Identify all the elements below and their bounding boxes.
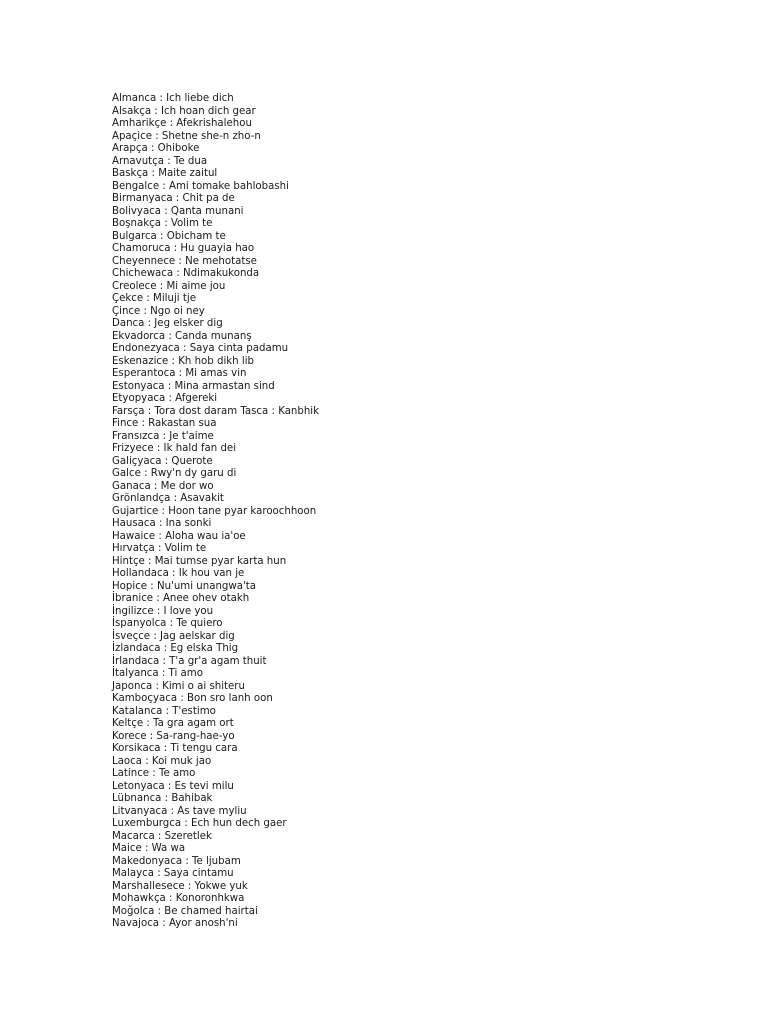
language-phrase-list <box>112 93 732 931</box>
phrase-line: Estonyaca : Mina armastan sind <box>112 380 275 392</box>
phrase-line: Creolece : Mi aime jou <box>112 280 226 292</box>
phrase-line: Birmanyaca : Chit pa de <box>112 193 235 204</box>
phrase-line: Bulgarca : Obicham te <box>112 230 226 242</box>
phrase-line: Luxemburgca : Ech hun dech gaer <box>112 818 287 829</box>
phrase-line: Laoca : Koi muk jao <box>112 755 212 767</box>
phrase-line: İbranice : Anee ohev otakh <box>112 593 250 604</box>
phrase-line: İngilizce : I love you <box>112 605 214 617</box>
phrase-line: Fransızca : Je t'aime <box>112 430 214 442</box>
phrase-line: Chichewaca : Ndimakukonda <box>112 268 260 279</box>
phrase-line: İspanyolca : Te quiero <box>112 618 223 629</box>
phrase-line: Danca : Jeg elsker dig <box>112 318 223 329</box>
phrase-line: Chamoruca : Hu guayia hao <box>112 243 255 254</box>
phrase-line: Hawaice : Aloha wau ia'oe <box>112 530 246 542</box>
phrase-line: Cheyennece : Ne mehotatse <box>112 255 257 267</box>
phrase-line: Çince : Ngo oi ney <box>112 305 205 317</box>
phrase-line: Latince : Te amo <box>112 768 196 779</box>
phrase-line: Litvanyaca : As tave myliu <box>112 805 247 817</box>
phrase-line: Apaçice : Shetne she-n zho-n <box>112 130 261 142</box>
phrase-line: Etyopyaca : Afgereki <box>112 393 218 404</box>
phrase-line: İsveçce : Jag aelskar dig <box>112 630 235 642</box>
phrase-line: Korece : Sa-rang-hae-yo <box>112 730 235 742</box>
phrase-line: Grönlandça : Asavakit <box>112 493 224 504</box>
phrase-line: Gujartice : Hoon tane pyar karoochhoon <box>112 505 317 517</box>
phrase-line: Hırvatça : Volim te <box>112 543 207 554</box>
phrase-line: Eskenazice : Kh hob dikh lib <box>112 355 254 367</box>
phrase-line: Ganaca : Me dor wo <box>112 480 214 492</box>
phrase-line: Arnavutça : Te dua <box>112 155 208 167</box>
phrase-line: İrlandaca : T'a gr'a agam thuit <box>112 655 267 667</box>
phrase-line: Katalanca : T'estimo <box>112 705 216 717</box>
phrase-line: Makedonyaca : Te ljubam <box>112 855 241 867</box>
phrase-line: Arapça : Ohiboke <box>112 143 200 154</box>
phrase-line: Lübnanca : Bahibak <box>112 793 213 804</box>
phrase-line: Japonca : Kimi o ai shiteru <box>112 680 245 692</box>
phrase-line: Mohawkça : Konoronhkwa <box>112 893 245 904</box>
phrase-line: Marshallesece : Yokwe yuk <box>112 880 248 892</box>
phrase-line: Hopice : Nu'umi unangwa'ta <box>112 580 256 592</box>
phrase-line: Çekce : Miluji tje <box>112 293 196 304</box>
phrase-line: Maice : Wa wa <box>112 843 186 854</box>
phrase-line: İtalyanca : Ti amo <box>112 668 203 679</box>
phrase-line: Navajoca : Ayor anosh'ni <box>112 918 238 929</box>
phrase-line: Galiçyaca : Querote <box>112 455 213 467</box>
phrase-line: Esperantoca : Mi amas vin <box>112 368 247 379</box>
phrase-line: Alsakça : Ich hoan dich gear <box>112 105 256 117</box>
phrase-line: Frizyece : Ik hald fan dei <box>112 443 237 454</box>
phrase-line: Almanca : Ich liebe dich <box>112 93 234 104</box>
phrase-line: Kamboçyaca : Bon sro lanh oon <box>112 693 273 704</box>
phrase-line: Endonezyaca : Saya cinta padamu <box>112 343 289 354</box>
phrase-line: Korsikaca : Ti tengu cara <box>112 743 238 754</box>
phrase-line: Hollandaca : Ik hou van je <box>112 568 245 579</box>
phrase-line: Amharikçe : Afekrishalehou <box>112 118 252 129</box>
phrase-line: Ekvadorca : Canda munanş <box>112 330 252 342</box>
phrase-line: Boşnakça : Volim te <box>112 218 213 229</box>
phrase-line: Macarca : Szeretlek <box>112 830 212 842</box>
phrase-line: Baskça : Maite zaitul <box>112 168 218 179</box>
phrase-line: Hausaca : Ina sonki <box>112 518 212 529</box>
phrase-line: Fince : Rakastan sua <box>112 418 217 429</box>
phrase-line: Farsça : Tora dost daram Tasca : Kanbhik <box>112 405 320 417</box>
phrase-line: Bengalce : Ami tomake bahlobashi <box>112 180 289 192</box>
phrase-line: Hintçe : Mai tumse pyar karta hun <box>112 555 287 567</box>
phrase-line: Bolivyaca : Qanta munani <box>112 205 244 217</box>
phrase-line: Moğolca : Be chamed hairtai <box>112 905 258 917</box>
phrase-line: Keltçe : Ta gra agam ort <box>112 718 234 729</box>
phrase-line: İzlandaca : Eg elska Thig <box>112 643 239 654</box>
phrase-line: Malayca : Saya cintamu <box>112 868 234 879</box>
phrase-line: Letonyaca : Es tevi milu <box>112 780 234 792</box>
phrase-line: Galce : Rwy'n dy garu di <box>112 468 237 479</box>
